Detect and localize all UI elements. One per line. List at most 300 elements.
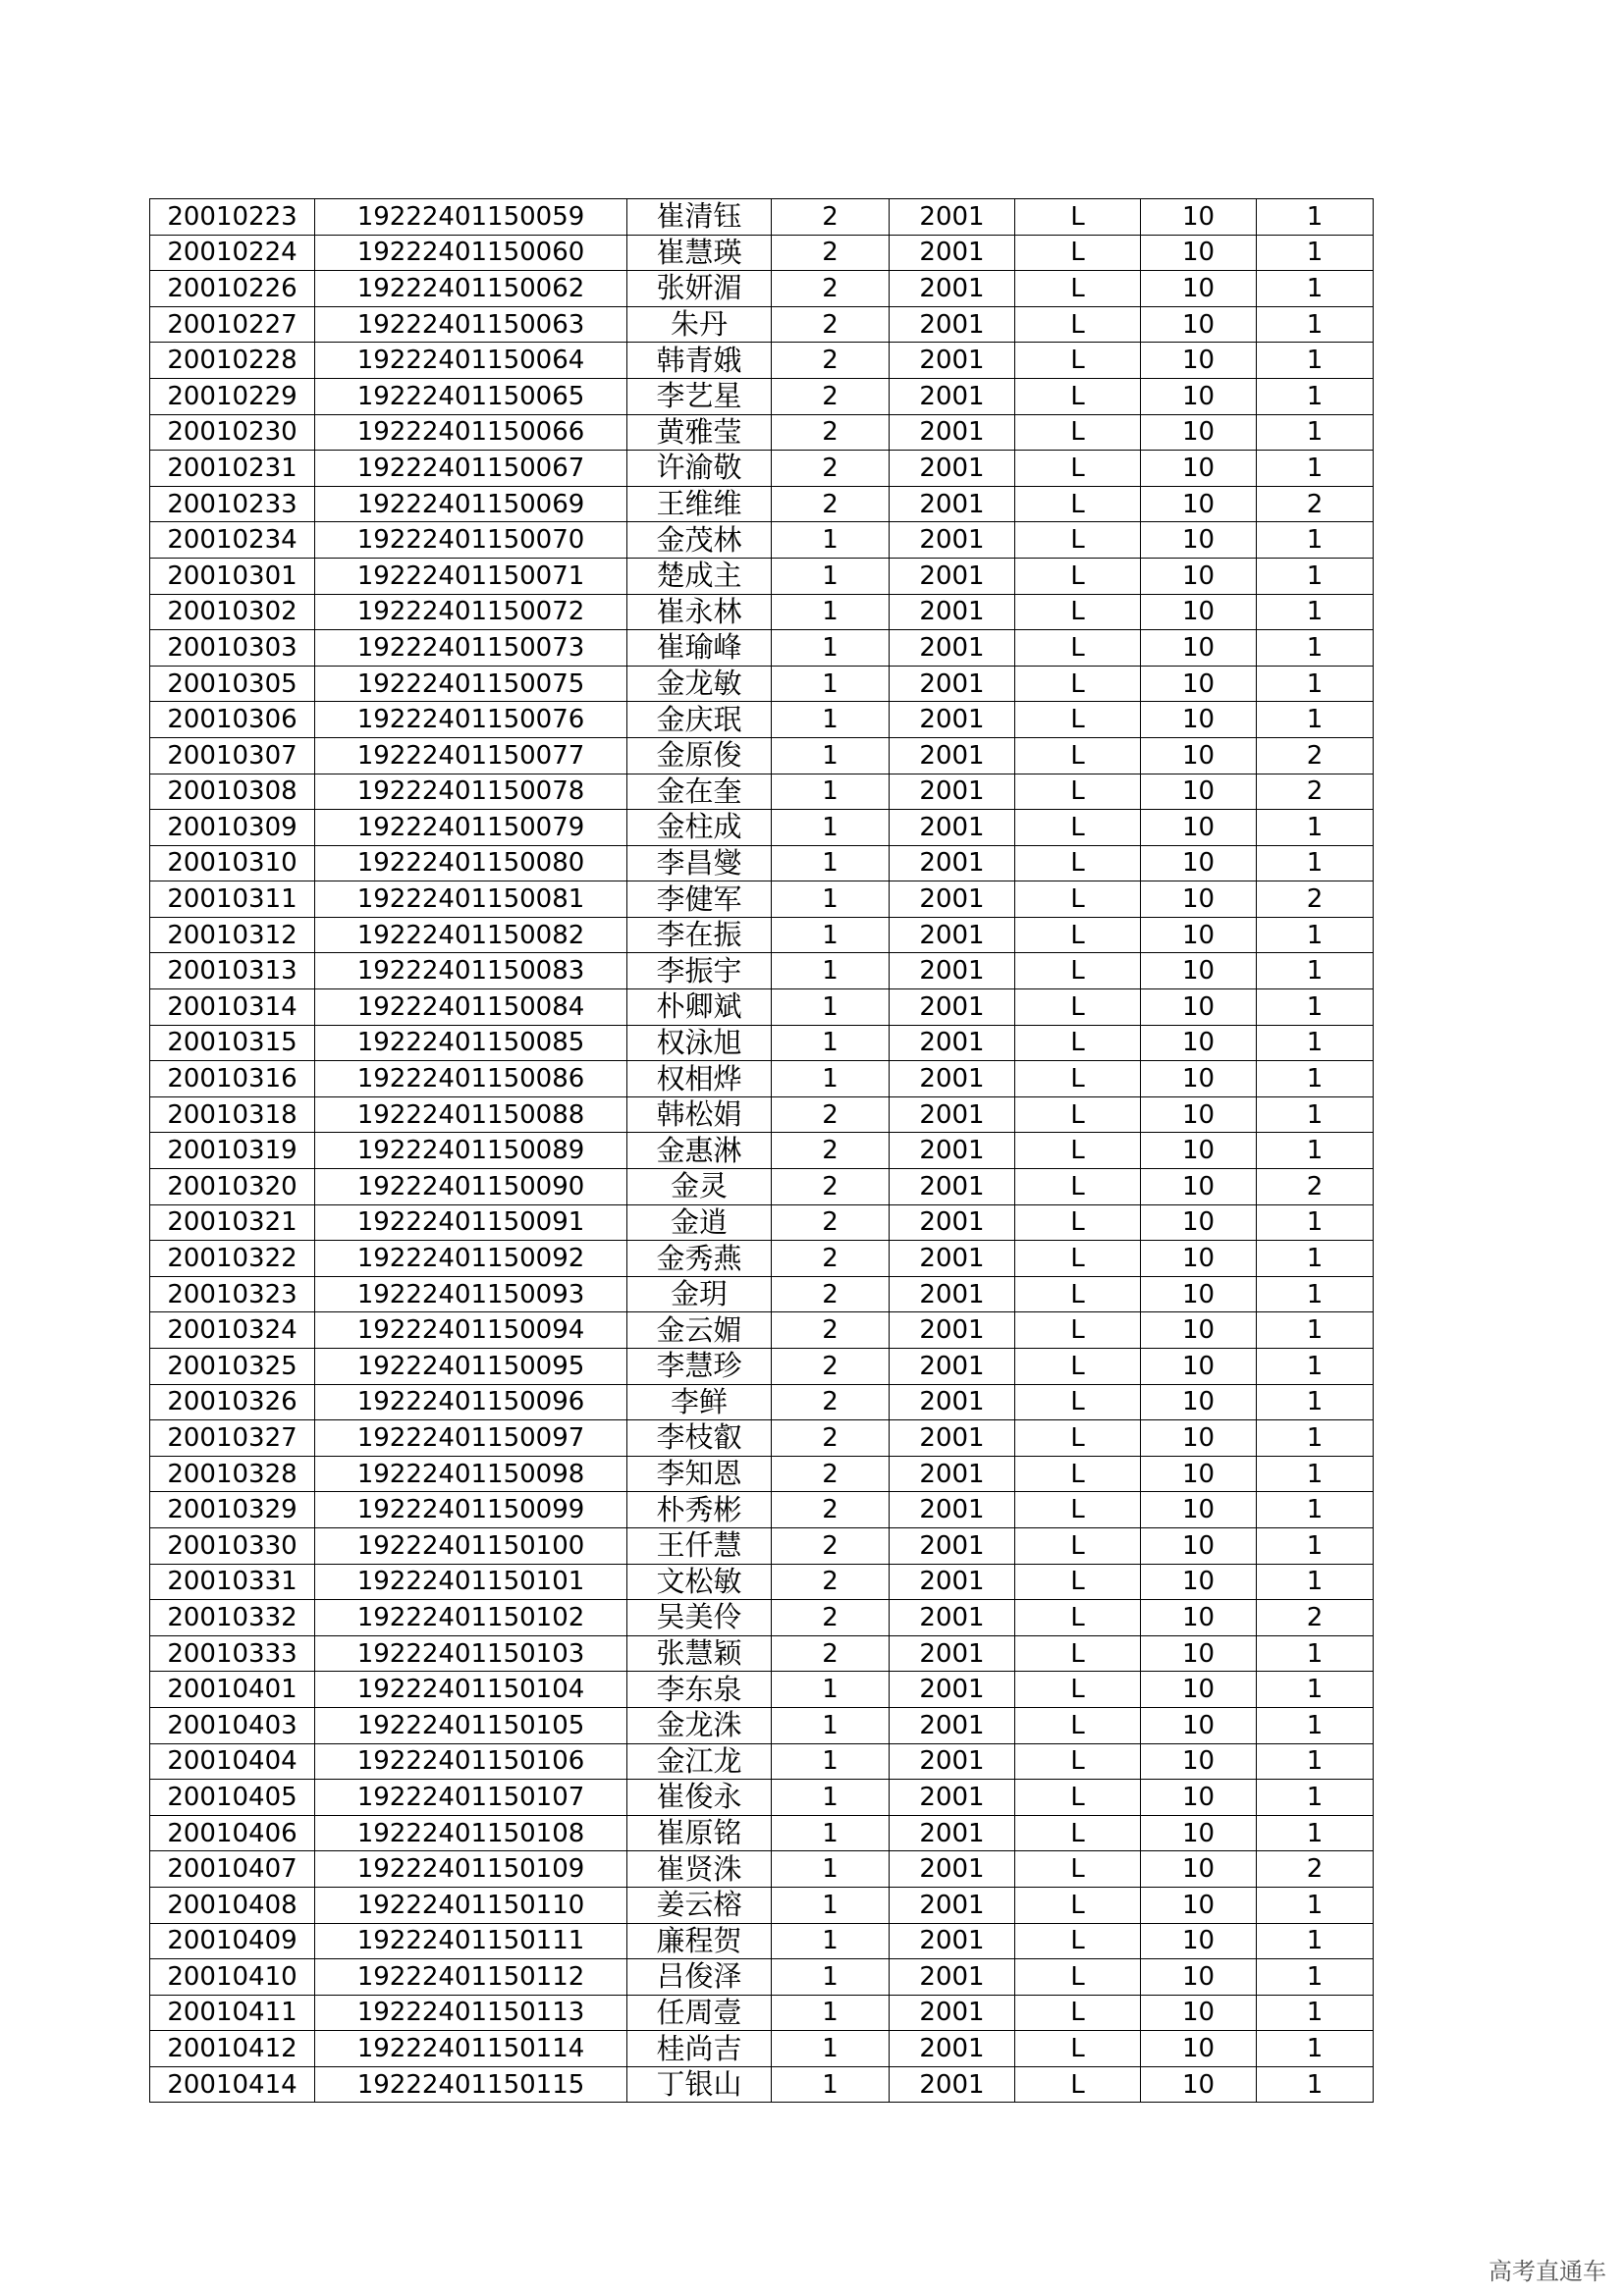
cell-name: 朴秀彬 (627, 1492, 772, 1528)
cell-level: L (1015, 522, 1141, 559)
cell-flag: 1 (1257, 989, 1374, 1026)
cell-exam-no: 20010322 (150, 1241, 315, 1277)
cell-gender: 2 (772, 1241, 890, 1277)
cell-gender: 2 (772, 1349, 890, 1385)
table-row (150, 1025, 1374, 1061)
cell-student-id: 19222401150092 (315, 1241, 627, 1277)
cell-exam-no: 20010227 (150, 306, 315, 343)
cell-name: 权相烨 (627, 1061, 772, 1097)
cell-level: L (1015, 845, 1141, 881)
cell-level: L (1015, 1600, 1141, 1636)
cell-score: 10 (1141, 666, 1257, 702)
cell-student-id: 19222401150104 (315, 1672, 627, 1708)
cell-name: 李在振 (627, 917, 772, 953)
cell-level: L (1015, 917, 1141, 953)
cell-student-id: 19222401150064 (315, 343, 627, 379)
cell-gender: 1 (772, 989, 890, 1026)
cell-flag: 1 (1257, 414, 1374, 451)
cell-code: 2001 (890, 1349, 1015, 1385)
cell-level: L (1015, 1815, 1141, 1851)
cell-gender: 2 (772, 1564, 890, 1600)
cell-name: 王仟慧 (627, 1527, 772, 1564)
cell-exam-no: 20010405 (150, 1780, 315, 1816)
cell-flag: 1 (1257, 1133, 1374, 1169)
cell-student-id: 19222401150101 (315, 1564, 627, 1600)
cell-gender: 1 (772, 737, 890, 774)
cell-flag: 1 (1257, 630, 1374, 667)
cell-level: L (1015, 271, 1141, 307)
cell-student-id: 19222401150082 (315, 917, 627, 953)
table-row (150, 235, 1374, 271)
cell-exam-no: 20010318 (150, 1096, 315, 1133)
cell-flag: 1 (1257, 306, 1374, 343)
cell-flag: 1 (1257, 558, 1374, 594)
cell-code: 2001 (890, 1276, 1015, 1312)
cell-flag: 1 (1257, 702, 1374, 738)
cell-name: 金云媚 (627, 1312, 772, 1349)
table-row (150, 486, 1374, 522)
cell-exam-no: 20010312 (150, 917, 315, 953)
cell-name: 张妍湄 (627, 271, 772, 307)
cell-code: 2001 (890, 917, 1015, 953)
table-row (150, 630, 1374, 667)
cell-gender: 1 (772, 917, 890, 953)
cell-score: 10 (1141, 2066, 1257, 2103)
cell-name: 李昌燮 (627, 845, 772, 881)
cell-exam-no: 20010411 (150, 1995, 315, 2031)
cell-code: 2001 (890, 271, 1015, 307)
cell-flag: 2 (1257, 1600, 1374, 1636)
cell-name: 金龙敏 (627, 666, 772, 702)
table-row (150, 594, 1374, 630)
cell-name: 廉程贺 (627, 1923, 772, 1959)
cell-exam-no: 20010404 (150, 1743, 315, 1780)
cell-level: L (1015, 414, 1141, 451)
cell-exam-no: 20010403 (150, 1707, 315, 1743)
table-row (150, 1743, 1374, 1780)
cell-level: L (1015, 235, 1141, 271)
cell-student-id: 19222401150065 (315, 378, 627, 414)
table-row (150, 306, 1374, 343)
cell-exam-no: 20010332 (150, 1600, 315, 1636)
cell-gender: 1 (772, 1887, 890, 1923)
cell-student-id: 19222401150108 (315, 1815, 627, 1851)
cell-score: 10 (1141, 306, 1257, 343)
cell-flag: 1 (1257, 1743, 1374, 1780)
cell-exam-no: 20010406 (150, 1815, 315, 1851)
cell-score: 10 (1141, 1995, 1257, 2031)
cell-flag: 1 (1257, 1420, 1374, 1457)
cell-gender: 1 (772, 666, 890, 702)
cell-score: 10 (1141, 1887, 1257, 1923)
cell-gender: 2 (772, 1456, 890, 1492)
cell-student-id: 19222401150093 (315, 1276, 627, 1312)
cell-score: 10 (1141, 810, 1257, 846)
cell-gender: 1 (772, 845, 890, 881)
cell-flag: 2 (1257, 1169, 1374, 1205)
cell-level: L (1015, 953, 1141, 989)
cell-name: 朴卿斌 (627, 989, 772, 1026)
cell-score: 10 (1141, 1241, 1257, 1277)
table-row (150, 1133, 1374, 1169)
table-row (150, 1061, 1374, 1097)
cell-code: 2001 (890, 522, 1015, 559)
cell-score: 10 (1141, 486, 1257, 522)
cell-name: 任周壹 (627, 1995, 772, 2031)
cell-name: 金龙洙 (627, 1707, 772, 1743)
cell-score: 10 (1141, 1851, 1257, 1888)
cell-name: 金秀燕 (627, 1241, 772, 1277)
table-row (150, 1780, 1374, 1816)
cell-exam-no: 20010308 (150, 774, 315, 810)
table-row (150, 1384, 1374, 1420)
cell-level: L (1015, 1025, 1141, 1061)
student-table (149, 198, 1374, 2103)
table-row (150, 1169, 1374, 1205)
cell-exam-no: 20010309 (150, 810, 315, 846)
cell-level: L (1015, 306, 1141, 343)
cell-score: 10 (1141, 1312, 1257, 1349)
cell-flag: 1 (1257, 953, 1374, 989)
cell-score: 10 (1141, 630, 1257, 667)
table-row (150, 881, 1374, 918)
cell-flag: 1 (1257, 1923, 1374, 1959)
cell-level: L (1015, 1349, 1141, 1385)
cell-flag: 2 (1257, 881, 1374, 918)
cell-gender: 1 (772, 2031, 890, 2067)
cell-gender: 2 (772, 1527, 890, 1564)
cell-score: 10 (1141, 1959, 1257, 1996)
cell-code: 2001 (890, 1169, 1015, 1205)
cell-exam-no: 20010323 (150, 1276, 315, 1312)
cell-level: L (1015, 737, 1141, 774)
cell-gender: 1 (772, 953, 890, 989)
table-row (150, 702, 1374, 738)
cell-gender: 2 (772, 1312, 890, 1349)
cell-student-id: 19222401150076 (315, 702, 627, 738)
cell-student-id: 19222401150095 (315, 1349, 627, 1385)
cell-level: L (1015, 1851, 1141, 1888)
cell-flag: 1 (1257, 271, 1374, 307)
table-row (150, 199, 1374, 236)
cell-exam-no: 20010409 (150, 1923, 315, 1959)
cell-gender: 1 (772, 1959, 890, 1996)
cell-level: L (1015, 1276, 1141, 1312)
cell-level: L (1015, 1096, 1141, 1133)
cell-name: 朱丹 (627, 306, 772, 343)
table-row (150, 1995, 1374, 2031)
cell-gender: 1 (772, 810, 890, 846)
table-row (150, 1312, 1374, 1349)
cell-level: L (1015, 1564, 1141, 1600)
cell-level: L (1015, 1527, 1141, 1564)
cell-exam-no: 20010333 (150, 1635, 315, 1672)
cell-name: 许渝敬 (627, 451, 772, 487)
table-row (150, 1492, 1374, 1528)
cell-exam-no: 20010305 (150, 666, 315, 702)
cell-exam-no: 20010331 (150, 1564, 315, 1600)
cell-flag: 2 (1257, 737, 1374, 774)
cell-exam-no: 20010410 (150, 1959, 315, 1996)
cell-gender: 1 (772, 2066, 890, 2103)
cell-student-id: 19222401150111 (315, 1923, 627, 1959)
cell-code: 2001 (890, 1743, 1015, 1780)
cell-gender: 1 (772, 1672, 890, 1708)
cell-gender: 1 (772, 630, 890, 667)
cell-student-id: 19222401150089 (315, 1133, 627, 1169)
cell-code: 2001 (890, 1096, 1015, 1133)
cell-code: 2001 (890, 1133, 1015, 1169)
cell-code: 2001 (890, 451, 1015, 487)
cell-gender: 2 (772, 1096, 890, 1133)
cell-gender: 1 (772, 594, 890, 630)
cell-gender: 2 (772, 1635, 890, 1672)
cell-gender: 1 (772, 1061, 890, 1097)
cell-level: L (1015, 774, 1141, 810)
table-row (150, 1959, 1374, 1996)
cell-exam-no: 20010230 (150, 414, 315, 451)
cell-score: 10 (1141, 845, 1257, 881)
cell-exam-no: 20010320 (150, 1169, 315, 1205)
cell-flag: 1 (1257, 594, 1374, 630)
cell-flag: 2 (1257, 774, 1374, 810)
cell-exam-no: 20010307 (150, 737, 315, 774)
cell-student-id: 19222401150080 (315, 845, 627, 881)
table-row (150, 810, 1374, 846)
cell-level: L (1015, 1780, 1141, 1816)
cell-score: 10 (1141, 1635, 1257, 1672)
cell-level: L (1015, 2066, 1141, 2103)
cell-code: 2001 (890, 343, 1015, 379)
cell-code: 2001 (890, 1707, 1015, 1743)
cell-code: 2001 (890, 1635, 1015, 1672)
cell-gender: 1 (772, 1743, 890, 1780)
cell-flag: 1 (1257, 1887, 1374, 1923)
cell-score: 10 (1141, 1672, 1257, 1708)
table-row (150, 378, 1374, 414)
cell-level: L (1015, 343, 1141, 379)
cell-gender: 2 (772, 414, 890, 451)
cell-gender: 2 (772, 1420, 890, 1457)
cell-student-id: 19222401150088 (315, 1096, 627, 1133)
cell-gender: 1 (772, 1707, 890, 1743)
cell-student-id: 19222401150100 (315, 1527, 627, 1564)
cell-level: L (1015, 378, 1141, 414)
cell-exam-no: 20010226 (150, 271, 315, 307)
cell-student-id: 19222401150091 (315, 1204, 627, 1241)
cell-level: L (1015, 1241, 1141, 1277)
cell-exam-no: 20010316 (150, 1061, 315, 1097)
cell-code: 2001 (890, 1887, 1015, 1923)
cell-flag: 1 (1257, 1312, 1374, 1349)
cell-student-id: 19222401150084 (315, 989, 627, 1026)
cell-code: 2001 (890, 1672, 1015, 1708)
cell-level: L (1015, 1959, 1141, 1996)
cell-flag: 1 (1257, 917, 1374, 953)
cell-score: 10 (1141, 989, 1257, 1026)
cell-flag: 1 (1257, 1025, 1374, 1061)
cell-exam-no: 20010233 (150, 486, 315, 522)
cell-level: L (1015, 1923, 1141, 1959)
cell-flag: 1 (1257, 343, 1374, 379)
cell-score: 10 (1141, 774, 1257, 810)
cell-code: 2001 (890, 1061, 1015, 1097)
cell-exam-no: 20010234 (150, 522, 315, 559)
cell-code: 2001 (890, 1995, 1015, 2031)
cell-student-id: 19222401150081 (315, 881, 627, 918)
cell-student-id: 19222401150060 (315, 235, 627, 271)
cell-score: 10 (1141, 1061, 1257, 1097)
cell-flag: 1 (1257, 1456, 1374, 1492)
cell-score: 10 (1141, 917, 1257, 953)
cell-student-id: 19222401150071 (315, 558, 627, 594)
cell-student-id: 19222401150066 (315, 414, 627, 451)
cell-gender: 2 (772, 1133, 890, 1169)
table-row (150, 1672, 1374, 1708)
cell-score: 10 (1141, 1923, 1257, 1959)
cell-name: 李东泉 (627, 1672, 772, 1708)
cell-level: L (1015, 666, 1141, 702)
cell-student-id: 19222401150090 (315, 1169, 627, 1205)
cell-student-id: 19222401150105 (315, 1707, 627, 1743)
cell-gender: 1 (772, 774, 890, 810)
cell-gender: 2 (772, 1492, 890, 1528)
cell-score: 10 (1141, 2031, 1257, 2067)
cell-code: 2001 (890, 702, 1015, 738)
cell-flag: 1 (1257, 1384, 1374, 1420)
table-row (150, 1707, 1374, 1743)
cell-code: 2001 (890, 1456, 1015, 1492)
cell-score: 10 (1141, 594, 1257, 630)
cell-name: 韩青娥 (627, 343, 772, 379)
cell-level: L (1015, 1061, 1141, 1097)
cell-student-id: 19222401150083 (315, 953, 627, 989)
table-row (150, 845, 1374, 881)
cell-student-id: 19222401150112 (315, 1959, 627, 1996)
cell-name: 金江龙 (627, 1743, 772, 1780)
cell-level: L (1015, 1456, 1141, 1492)
cell-flag: 1 (1257, 1635, 1374, 1672)
cell-student-id: 19222401150069 (315, 486, 627, 522)
cell-level: L (1015, 1887, 1141, 1923)
cell-name: 李知恩 (627, 1456, 772, 1492)
table-row (150, 451, 1374, 487)
cell-student-id: 19222401150113 (315, 1995, 627, 2031)
cell-exam-no: 20010311 (150, 881, 315, 918)
cell-level: L (1015, 199, 1141, 236)
cell-code: 2001 (890, 1492, 1015, 1528)
cell-student-id: 19222401150070 (315, 522, 627, 559)
cell-code: 2001 (890, 630, 1015, 667)
table-row (150, 774, 1374, 810)
cell-score: 10 (1141, 1456, 1257, 1492)
table-row (150, 917, 1374, 953)
cell-level: L (1015, 594, 1141, 630)
cell-student-id: 19222401150073 (315, 630, 627, 667)
cell-exam-no: 20010408 (150, 1887, 315, 1923)
cell-level: L (1015, 1133, 1141, 1169)
cell-score: 10 (1141, 199, 1257, 236)
cell-flag: 1 (1257, 1527, 1374, 1564)
cell-student-id: 19222401150078 (315, 774, 627, 810)
cell-exam-no: 20010313 (150, 953, 315, 989)
cell-name: 崔俊永 (627, 1780, 772, 1816)
cell-code: 2001 (890, 1420, 1015, 1457)
table-row (150, 1851, 1374, 1888)
cell-name: 李健军 (627, 881, 772, 918)
cell-code: 2001 (890, 737, 1015, 774)
cell-score: 10 (1141, 1169, 1257, 1205)
cell-code: 2001 (890, 989, 1015, 1026)
cell-student-id: 19222401150059 (315, 199, 627, 236)
cell-exam-no: 20010223 (150, 199, 315, 236)
cell-level: L (1015, 1492, 1141, 1528)
cell-exam-no: 20010328 (150, 1456, 315, 1492)
cell-code: 2001 (890, 774, 1015, 810)
cell-score: 10 (1141, 1276, 1257, 1312)
cell-name: 桂尚吉 (627, 2031, 772, 2067)
cell-name: 崔清钰 (627, 199, 772, 236)
cell-name: 吴美伶 (627, 1600, 772, 1636)
cell-flag: 1 (1257, 1995, 1374, 2031)
cell-code: 2001 (890, 1241, 1015, 1277)
cell-exam-no: 20010412 (150, 2031, 315, 2067)
cell-name: 金玥 (627, 1276, 772, 1312)
cell-name: 文松敏 (627, 1564, 772, 1600)
cell-student-id: 19222401150062 (315, 271, 627, 307)
cell-exam-no: 20010310 (150, 845, 315, 881)
cell-name: 黄雅莹 (627, 414, 772, 451)
cell-exam-no: 20010306 (150, 702, 315, 738)
cell-gender: 2 (772, 378, 890, 414)
cell-score: 10 (1141, 1096, 1257, 1133)
cell-gender: 1 (772, 1923, 890, 1959)
cell-code: 2001 (890, 2066, 1015, 2103)
cell-level: L (1015, 1312, 1141, 1349)
cell-level: L (1015, 881, 1141, 918)
cell-level: L (1015, 1707, 1141, 1743)
cell-score: 10 (1141, 1025, 1257, 1061)
cell-name: 崔原铭 (627, 1815, 772, 1851)
cell-exam-no: 20010315 (150, 1025, 315, 1061)
cell-score: 10 (1141, 1780, 1257, 1816)
cell-exam-no: 20010224 (150, 235, 315, 271)
cell-name: 李枝叡 (627, 1420, 772, 1457)
cell-student-id: 19222401150109 (315, 1851, 627, 1888)
cell-name: 楚成主 (627, 558, 772, 594)
cell-student-id: 19222401150075 (315, 666, 627, 702)
cell-score: 10 (1141, 1384, 1257, 1420)
cell-gender: 1 (772, 1025, 890, 1061)
cell-level: L (1015, 1743, 1141, 1780)
cell-exam-no: 20010327 (150, 1420, 315, 1457)
cell-level: L (1015, 1420, 1141, 1457)
cell-level: L (1015, 810, 1141, 846)
cell-score: 10 (1141, 1707, 1257, 1743)
cell-student-id: 19222401150102 (315, 1600, 627, 1636)
cell-gender: 2 (772, 1600, 890, 1636)
cell-name: 金原俊 (627, 737, 772, 774)
cell-gender: 2 (772, 306, 890, 343)
cell-student-id: 19222401150114 (315, 2031, 627, 2067)
cell-flag: 1 (1257, 1815, 1374, 1851)
cell-flag: 1 (1257, 1492, 1374, 1528)
cell-gender: 2 (772, 451, 890, 487)
cell-score: 10 (1141, 343, 1257, 379)
table-row (150, 2031, 1374, 2067)
cell-score: 10 (1141, 1420, 1257, 1457)
cell-code: 2001 (890, 1959, 1015, 1996)
